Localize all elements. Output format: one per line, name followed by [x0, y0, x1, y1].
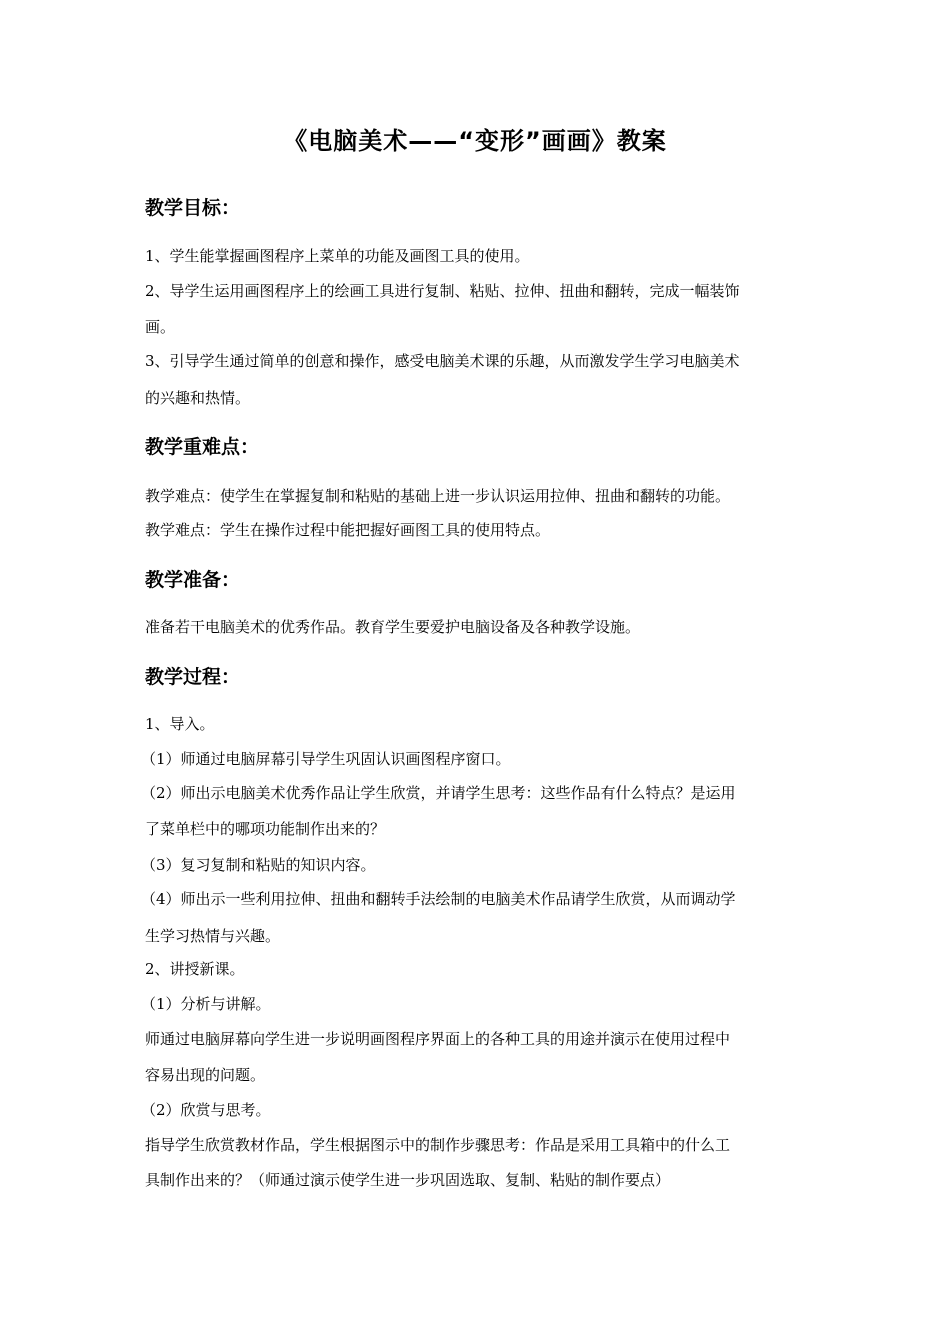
objectives-line: 2、导学生运用画图程序上的绘画工具进行复制、粘贴、拉伸、扭曲和翻转，完成一幅装饰	[145, 282, 740, 300]
process-line: （4）师出示一些利用拉伸、扭曲和翻转手法绘制的电脑美术作品请学生欣赏，从而调动学	[141, 890, 736, 908]
process-line: 具制作出来的？（师通过演示使学生进一步巩固选取、复制、粘贴的制作要点）	[145, 1171, 671, 1189]
process-line: 容易出现的问题。	[145, 1066, 266, 1084]
process-line: （1）师通过电脑屏幕引导学生巩固认识画图程序窗口。	[141, 750, 511, 768]
document-title: 《电脑美术——“变形”画画》教案	[283, 127, 667, 155]
process-line: 生学习热情与兴趣。	[145, 927, 281, 945]
process-line: 了菜单栏中的哪项功能制作出来的？	[145, 820, 386, 838]
process-line: 2、讲授新课。	[145, 960, 245, 978]
process-line: （2）欣赏与思考。	[141, 1101, 271, 1119]
process-line: 指导学生欣赏教材作品，学生根据图示中的制作步骤思考：作品是采用工具箱中的什么工	[145, 1136, 731, 1154]
section-heading-process: 教学过程：	[145, 666, 241, 688]
section-heading-key-points: 教学重难点：	[145, 436, 260, 458]
key-points-line: 教学难点：学生在操作过程中能把握好画图工具的使用特点。	[145, 521, 551, 539]
key-points-line: 教学难点：使学生在掌握复制和粘贴的基础上进一步认识运用拉伸、扭曲和翻转的功能。	[145, 487, 731, 505]
process-line: 师通过电脑屏幕向学生进一步说明画图程序界面上的各种工具的用途并演示在使用过程中	[145, 1030, 731, 1048]
objectives-line: 1、学生能掌握画图程序上菜单的功能及画图工具的使用。	[145, 247, 530, 265]
process-line: （3）复习复制和粘贴的知识内容。	[141, 856, 376, 874]
process-line: （1）分析与讲解。	[141, 995, 271, 1013]
process-line: 1、导入。	[145, 715, 215, 733]
process-line: （2）师出示电脑美术优秀作品让学生欣赏，并请学生思考：这些作品有什么特点？是运用	[141, 784, 736, 802]
section-heading-preparation: 教学准备：	[145, 569, 241, 591]
objectives-line: 画。	[145, 318, 176, 336]
objectives-line: 3、引导学生通过简单的创意和操作，感受电脑美术课的乐趣，从而激发学生学习电脑美术	[145, 352, 740, 370]
section-heading-objectives: 教学目标：	[145, 197, 241, 219]
preparation-line: 准备若干电脑美术的优秀作品。教育学生要爱护电脑设备及各种教学设施。	[145, 618, 641, 636]
objectives-line: 的兴趣和热情。	[145, 389, 251, 407]
